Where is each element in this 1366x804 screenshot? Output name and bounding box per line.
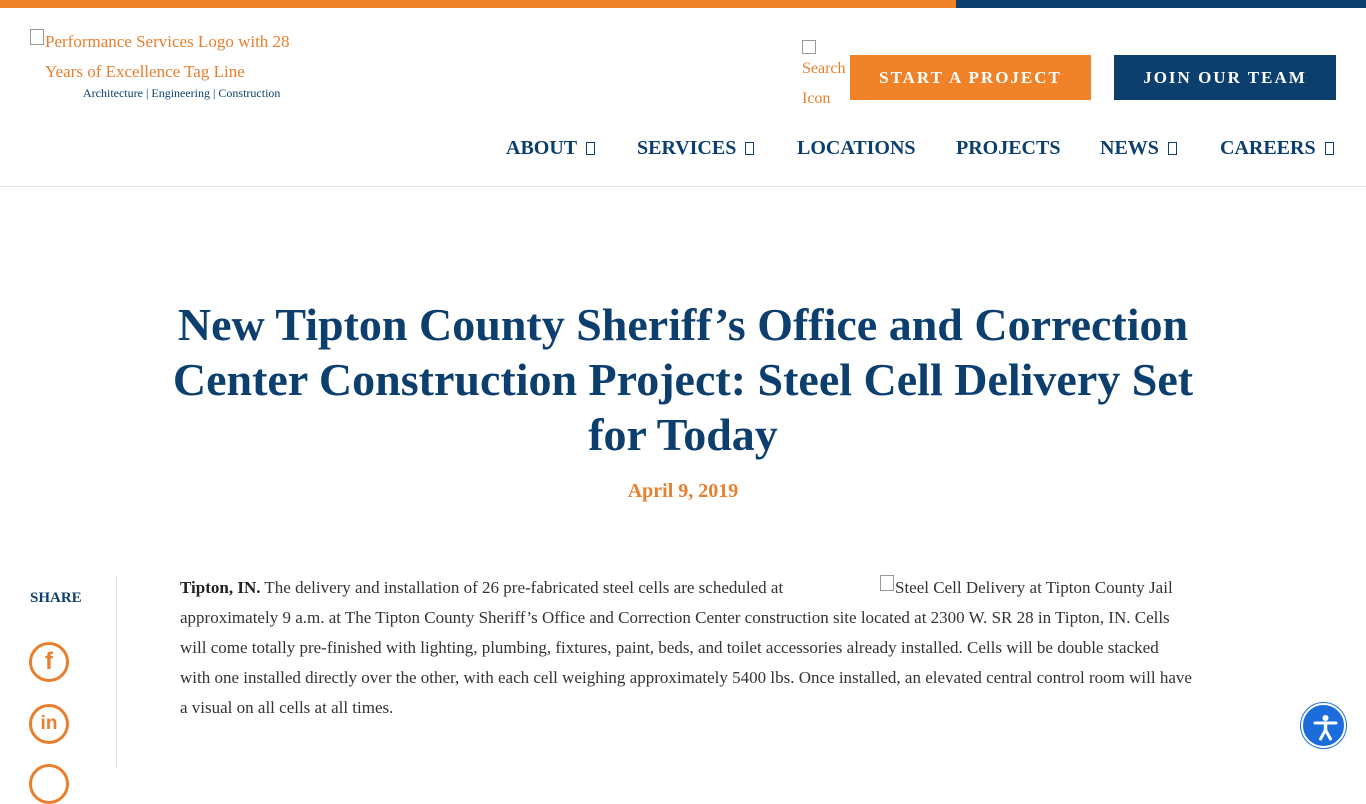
article-title: New Tipton County Sheriff’s Office and Correction Center Construction Project: Steel Cell Delivery Set for Today xyxy=(172,299,1194,460)
site-logo[interactable] xyxy=(30,27,320,100)
article-body xyxy=(180,573,1192,723)
share-icon[interactable] xyxy=(29,764,69,804)
nav-item-careers[interactable]: CAREERS xyxy=(1220,137,1334,160)
article-paragraph: The delivery and installation of 26 pre-fabricated steel cells are scheduled at approximately 9 a.m. at The Tipton County Sheriff’s Office and Correction Center construction site located at 2300 W. SR 28 in Tipton, IN. Cells will come totally pre-finished with lighting, plumbing, fixtures, paint, beds, and toilet accessories already installed. Cells will be double stacked with one installed directly over the other, with each cell weighing approximately 5400 lbs. Once installed, an elevated central control room will have a visual on all cells at all times. xyxy=(180,578,1192,717)
logo-tagline: Architecture | Engineering | Construction xyxy=(83,86,281,100)
share-label: SHARE xyxy=(30,590,82,606)
logo-alt-text: Performance Services Logo with 28 Years of Excellence Tag Line xyxy=(30,27,320,87)
top-bar-navy xyxy=(956,0,1366,8)
join-team-button[interactable]: JOIN OUR TEAM xyxy=(1114,55,1336,100)
nav-item-projects[interactable]: PROJECTS xyxy=(956,137,1061,159)
article-date: April 9, 2019 xyxy=(627,480,739,502)
chevron-down-icon xyxy=(1168,142,1177,155)
start-project-button[interactable]: START A PROJECT xyxy=(850,55,1091,100)
nav-item-locations[interactable]: LOCATIONS xyxy=(797,137,916,159)
nav-item-about[interactable]: ABOUT xyxy=(506,137,595,160)
chevron-down-icon xyxy=(745,142,754,155)
article-lead: Tipton, IN. xyxy=(180,578,261,597)
accessibility-icon xyxy=(1311,713,1340,742)
chevron-down-icon xyxy=(1325,142,1334,155)
top-bar-orange xyxy=(0,0,956,8)
article-image: Steel Cell Delivery at Tipton County Jail xyxy=(880,573,1192,603)
nav-item-news[interactable]: NEWS xyxy=(1100,137,1177,160)
search-icon[interactable]: Search Icon xyxy=(802,40,828,110)
chevron-down-icon xyxy=(586,142,595,155)
linkedin-icon[interactable]: in xyxy=(29,704,69,744)
accessibility-button[interactable] xyxy=(1301,703,1346,748)
broken-image-icon xyxy=(802,40,816,54)
facebook-icon[interactable]: f xyxy=(29,642,69,682)
broken-image-icon xyxy=(880,575,894,591)
top-accent-bar xyxy=(0,0,1366,8)
share-divider xyxy=(116,576,117,768)
nav-item-services[interactable]: SERVICES xyxy=(637,137,754,160)
broken-image-icon xyxy=(30,29,44,45)
header-divider xyxy=(0,186,1366,187)
